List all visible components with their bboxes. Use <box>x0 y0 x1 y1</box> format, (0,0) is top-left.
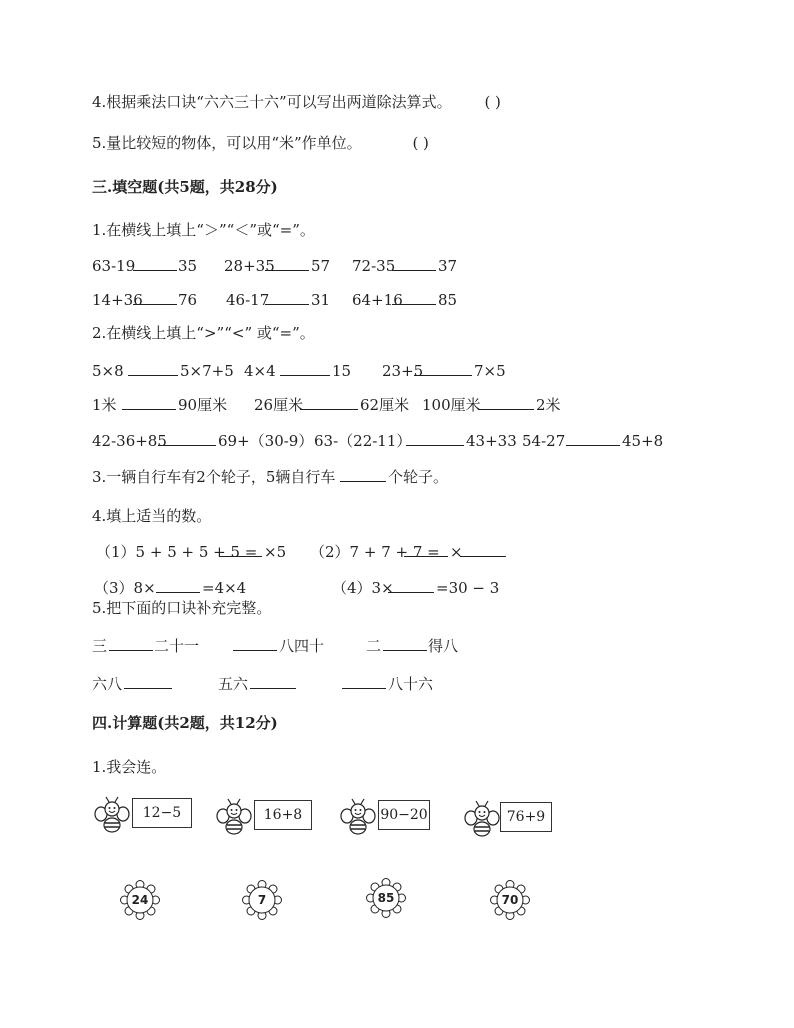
expr: 54-27 <box>522 432 566 450</box>
blank[interactable] <box>566 431 620 446</box>
fill-2-prompt: 2.在横线上填上“>”“<” 或“=”。 <box>92 324 315 342</box>
blank[interactable] <box>404 542 448 557</box>
fill-4-c-tail: =4×4 <box>202 579 247 597</box>
expr: 2米 <box>536 396 561 414</box>
expr-card: 90−20 <box>378 800 430 830</box>
fill-3 <box>92 467 592 489</box>
expr: 100厘米 <box>422 396 481 414</box>
fill-5-row-2 <box>92 674 692 696</box>
blank[interactable] <box>300 395 358 410</box>
blank[interactable] <box>392 256 436 271</box>
fill-4-b-mid: × <box>450 543 463 561</box>
expr: 69+（30-9） <box>218 432 314 450</box>
answer-number: 7 <box>257 893 267 907</box>
blank[interactable] <box>388 578 434 593</box>
answer-paren-5[interactable]: ( ) <box>412 134 429 152</box>
fill-4-b-label: （2）7 + 7 + 7 = <box>310 543 440 561</box>
bee-icon <box>464 800 500 838</box>
expr: 5×7+5 <box>180 362 234 380</box>
expr-card: 12−5 <box>132 798 192 828</box>
bee-card-3[interactable] <box>340 796 450 840</box>
bee-icon <box>94 796 130 834</box>
blank[interactable] <box>265 290 309 305</box>
fill-4-row-2 <box>92 578 692 600</box>
section-4-title: 四.计算题(共2题，共12分) <box>92 714 278 732</box>
blank[interactable] <box>460 542 506 557</box>
fill-4-row-1 <box>92 542 692 564</box>
blank[interactable] <box>156 578 200 593</box>
fill-2-row-3 <box>92 431 732 453</box>
rhyme-char: 三 <box>92 637 108 655</box>
fill-2-row-2 <box>92 395 692 417</box>
blank[interactable] <box>406 431 464 446</box>
blank[interactable] <box>478 395 534 410</box>
blank[interactable] <box>265 256 309 271</box>
answer-paren-4[interactable]: ( ) <box>484 93 501 111</box>
fill-4-a-label: （1）5 + 5 + 5 + 5 = <box>96 543 258 561</box>
expr: 46-17 <box>226 291 270 309</box>
fill-1-prompt: 1.在横线上填上“＞”“＜”或“=”。 <box>92 221 315 239</box>
expr: 31 <box>311 291 331 309</box>
fill-3-tail: 个轮子。 <box>388 468 449 486</box>
expr: 72-35 <box>352 257 396 275</box>
expr: 64+16 <box>352 291 403 309</box>
blank[interactable] <box>233 636 277 651</box>
expr: 45+8 <box>622 432 664 450</box>
expr: 90厘米 <box>178 396 228 414</box>
expr: 28+35 <box>224 257 275 275</box>
expr: 76 <box>178 291 198 309</box>
flower-answer-4[interactable] <box>490 880 530 920</box>
expr: 23+5 <box>382 362 424 380</box>
rhyme-char: 二十一 <box>154 637 200 655</box>
blank[interactable] <box>133 256 177 271</box>
blank[interactable] <box>109 636 153 651</box>
fill-3-text: 3.一辆自行车有2个轮子，5辆自行车 <box>92 468 336 486</box>
expr: 85 <box>438 291 458 309</box>
judgment-5-text: 5.量比较短的物体，可以用“米”作单位。 <box>92 134 362 152</box>
fill-4-c-label: （3）8× <box>94 579 156 597</box>
expr: 4×4 <box>244 362 276 380</box>
fill-4-prompt: 4.填上适当的数。 <box>92 507 212 525</box>
blank[interactable] <box>383 636 427 651</box>
expr: 42-36+85 <box>92 432 167 450</box>
calc-1-prompt: 1.我会连。 <box>92 758 167 776</box>
fill-4-a-tail: ×5 <box>264 543 287 561</box>
rhyme-char: 八十六 <box>388 675 434 693</box>
rhyme-char: 得八 <box>428 637 459 655</box>
expr-card: 16+8 <box>254 800 312 830</box>
bee-card-1[interactable] <box>94 794 204 838</box>
section-3-title: 三.填空题(共5题，共28分) <box>92 178 278 196</box>
answer-number: 85 <box>377 891 395 905</box>
expr: 43+33 <box>466 432 517 450</box>
rhyme-char: 二 <box>366 637 382 655</box>
blank[interactable] <box>220 542 262 557</box>
rhyme-char: 五六 <box>218 675 249 693</box>
fill-4-d-label: （4）3× <box>332 579 394 597</box>
expr: 14+36 <box>92 291 143 309</box>
fill-1-row-2 <box>92 290 692 312</box>
fill-4-d-tail: =30 − 3 <box>436 579 500 597</box>
rhyme-char: 八四十 <box>279 637 325 655</box>
fill-1-row-1 <box>92 256 692 278</box>
flower-answer-2[interactable] <box>242 880 282 920</box>
bee-icon <box>216 798 252 836</box>
bee-card-4[interactable] <box>464 798 574 842</box>
blank[interactable] <box>340 467 386 482</box>
answer-number: 70 <box>501 893 519 907</box>
expr: 5×8 <box>92 362 124 380</box>
expr: 62厘米 <box>360 396 410 414</box>
expr: 26厘米 <box>254 396 304 414</box>
blank[interactable] <box>342 674 386 689</box>
fill-5-prompt: 5.把下面的口诀补充完整。 <box>92 599 272 617</box>
bee-icon <box>340 798 376 836</box>
blank[interactable] <box>133 290 177 305</box>
expr: 57 <box>311 257 331 275</box>
blank[interactable] <box>392 290 436 305</box>
blank[interactable] <box>414 361 472 376</box>
rhyme-char: 六八 <box>92 675 123 693</box>
blank[interactable] <box>128 361 178 376</box>
judgment-item-4 <box>92 92 501 112</box>
fill-5-row-1 <box>92 636 692 658</box>
flower-answer-3[interactable] <box>366 878 406 918</box>
expr: 37 <box>438 257 458 275</box>
expr: 63-（22-11） <box>314 432 412 450</box>
blank[interactable] <box>122 395 176 410</box>
expr: 63-19 <box>92 257 136 275</box>
bee-card-2[interactable] <box>216 796 326 840</box>
blank[interactable] <box>158 431 216 446</box>
judgment-item-5 <box>92 133 429 153</box>
fill-2-row-1 <box>92 361 692 383</box>
expr: 35 <box>178 257 198 275</box>
answer-number: 24 <box>131 893 149 907</box>
expr: 1米 <box>92 396 117 414</box>
blank[interactable] <box>280 361 330 376</box>
expr: 7×5 <box>474 362 506 380</box>
expr: 15 <box>332 362 352 380</box>
blank[interactable] <box>124 674 172 689</box>
judgment-4-text: 4.根据乘法口诀“六六三十六”可以写出两道除法算式。 <box>92 93 452 111</box>
expr-card: 76+9 <box>500 802 552 832</box>
flower-answer-1[interactable] <box>120 880 160 920</box>
blank[interactable] <box>250 674 296 689</box>
